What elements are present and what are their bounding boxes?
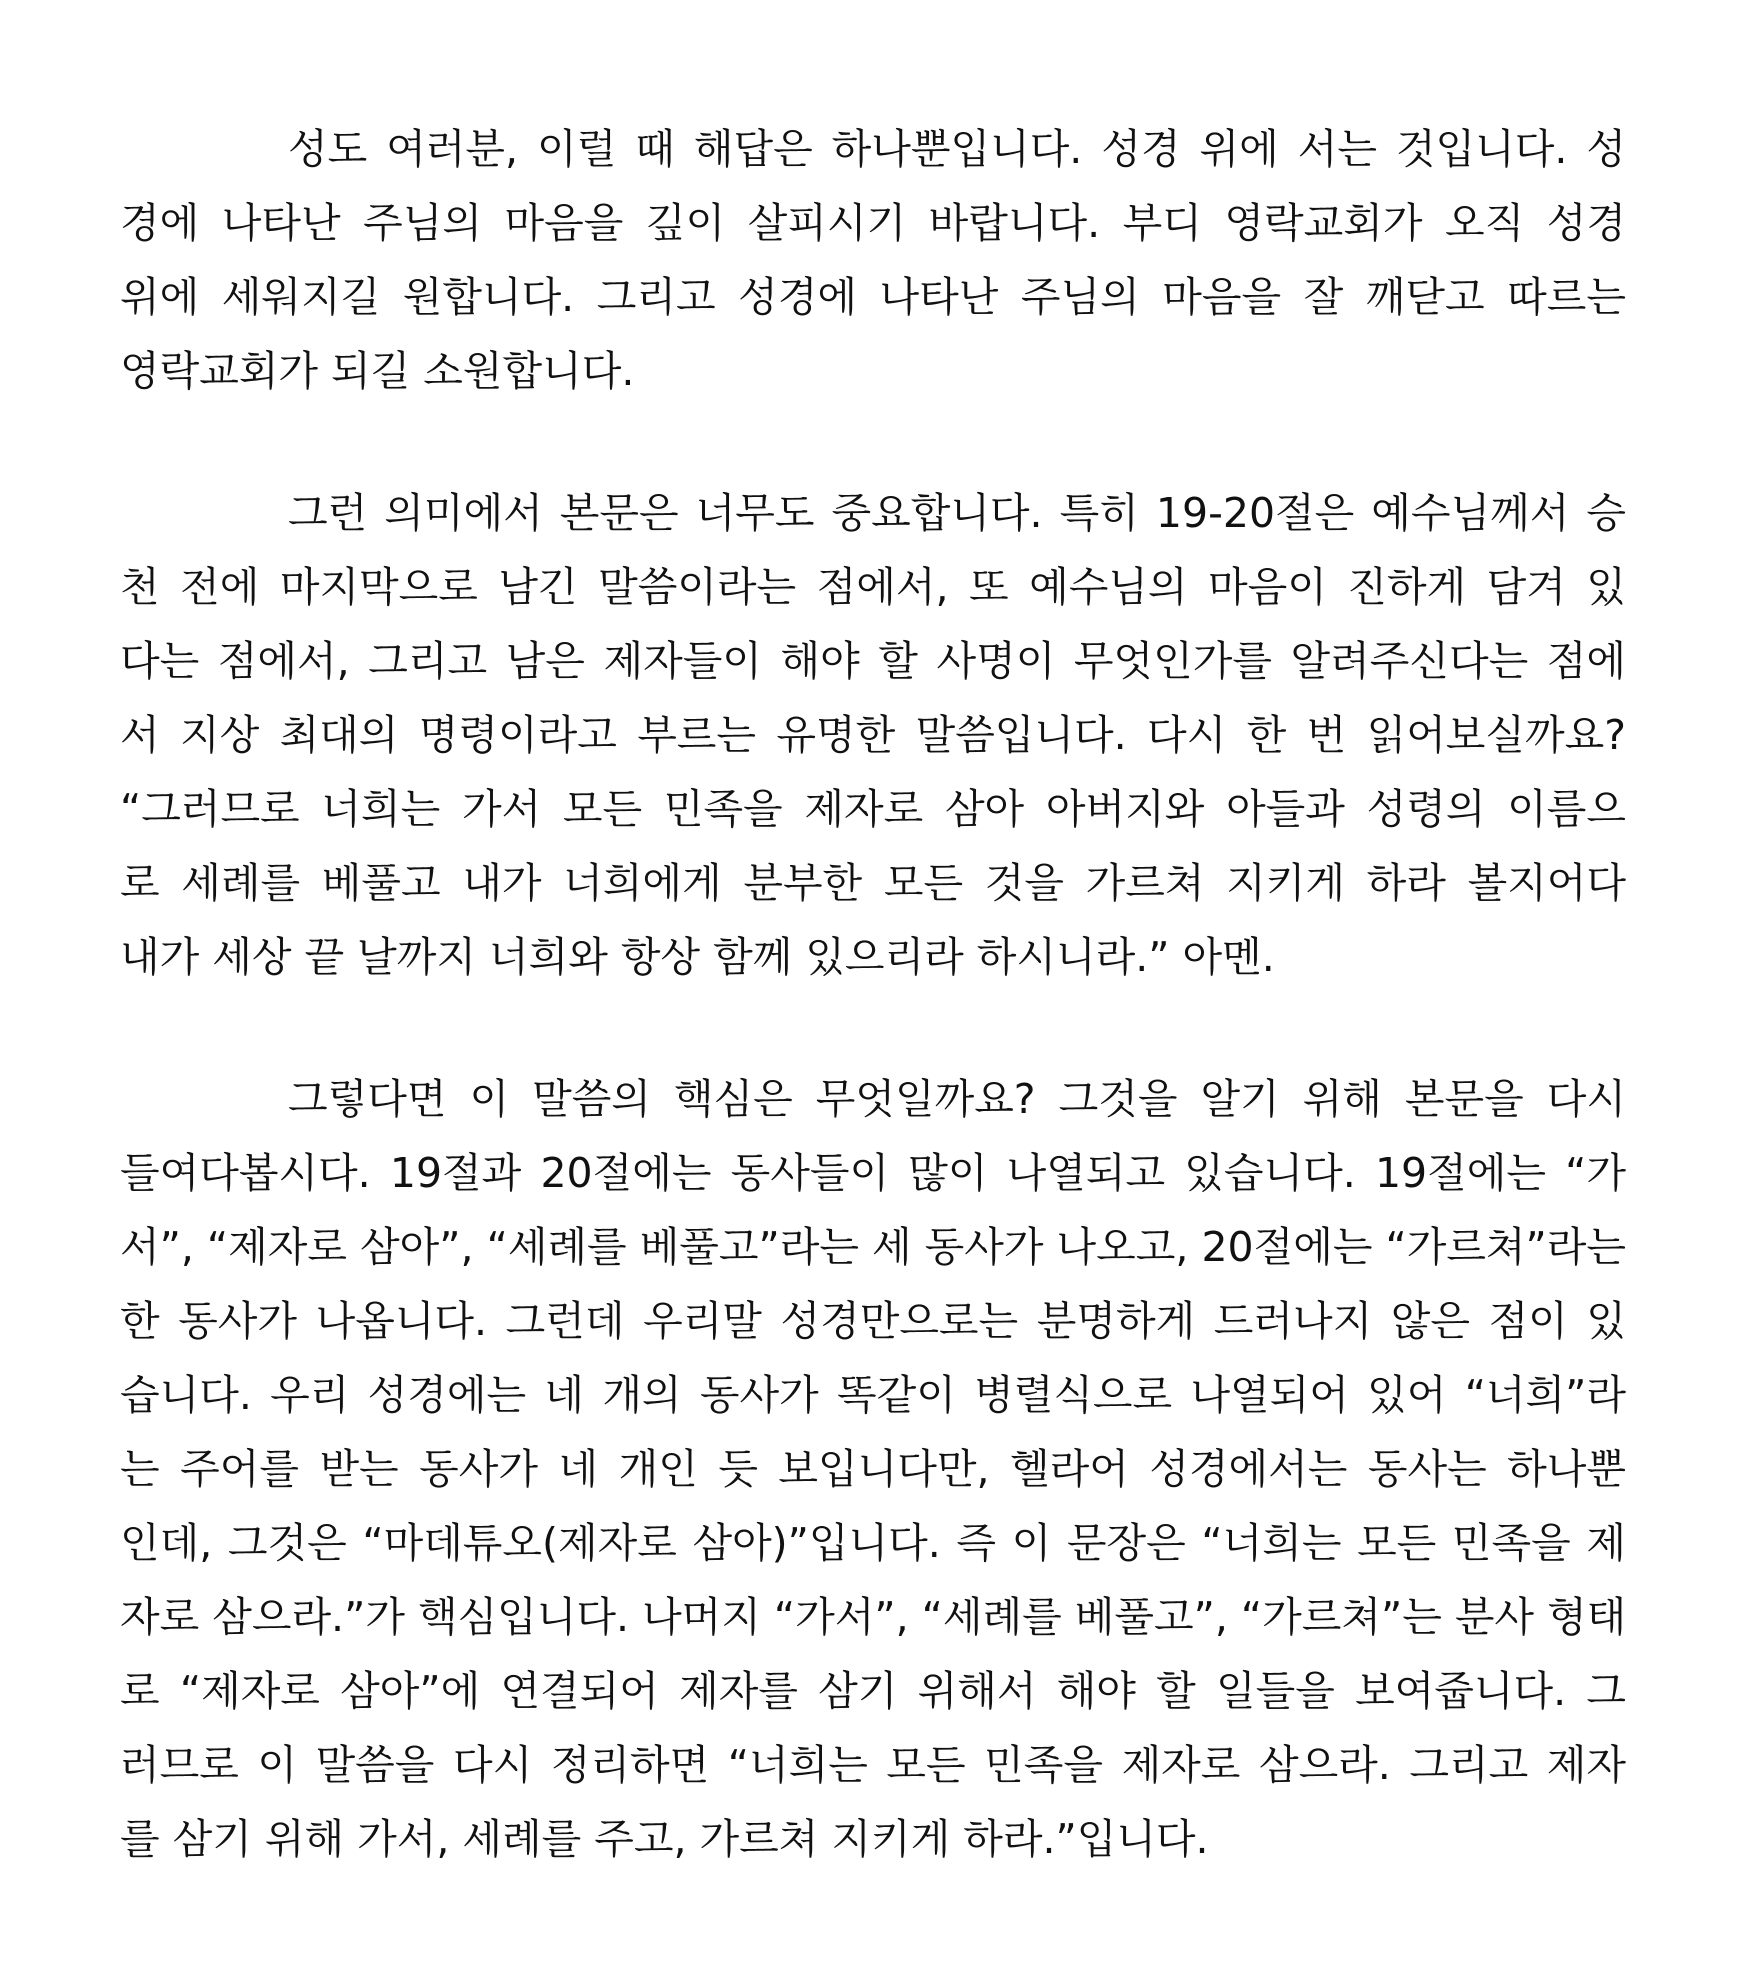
text-line: 를 삼기 위해 가서, 세례를 주고, 가르쳐 지키게 하라.”입니다.	[120, 1815, 1209, 1863]
paragraph-1	[120, 112, 1626, 408]
text-line: 성도 여러분, 이럴 때 해답은 하나뿐입니다. 성경 위에 서는 것입니다. 성	[288, 125, 1626, 173]
text-line: 경에 나타난 주님의 마음을 깊이 살피시기 바랍니다. 부디 영락교회가 오직 성경	[120, 199, 1626, 247]
text-line: 위에 세워지길 원합니다. 그리고 성경에 나타난 주님의 마음을 잘 깨닫고 따르는	[120, 273, 1626, 321]
text-line: “그러므로 너희는 가서 모든 민족을 제자로 삼아 아버지와 아들과 성령의 이름으	[120, 785, 1626, 833]
text-line: 서 지상 최대의 명령이라고 부르는 유명한 말씀입니다. 다시 한 번 읽어보실까요?	[120, 711, 1626, 759]
text-line: 한 동사가 나옵니다. 그런데 우리말 성경만으로는 분명하게 드러나지 않은 점이 있	[120, 1297, 1626, 1345]
document-page	[120, 112, 1626, 1944]
text-line: 습니다. 우리 성경에는 네 개의 동사가 똑같이 병렬식으로 나열되어 있어 “너희”라	[120, 1371, 1626, 1419]
text-line: 로 세례를 베풀고 내가 너희에게 분부한 모든 것을 가르쳐 지키게 하라 볼지어다	[120, 859, 1626, 907]
text-line: 다는 점에서, 그리고 남은 제자들이 해야 할 사명이 무엇인가를 알려주신다는 점에	[120, 637, 1626, 685]
text-line: 그런 의미에서 본문은 너무도 중요합니다. 특히 19-20절은 예수님께서 승	[288, 489, 1626, 537]
text-line: 러므로 이 말씀을 다시 정리하면 “너희는 모든 민족을 제자로 삼으라. 그리고 제자	[120, 1741, 1626, 1789]
text-line: 자로 삼으라.”가 핵심입니다. 나머지 “가서”, “세례를 베풀고”, “가르쳐”는 분사 형태	[120, 1593, 1626, 1641]
paragraph-2	[120, 476, 1626, 994]
text-line: 인데, 그것은 “마데튜오(제자로 삼아)”입니다. 즉 이 문장은 “너희는 모든 민족을 제	[120, 1519, 1626, 1567]
text-line: 그렇다면 이 말씀의 핵심은 무엇일까요? 그것을 알기 위해 본문을 다시	[288, 1075, 1626, 1123]
text-line: 영락교회가 되길 소원합니다.	[120, 347, 635, 395]
text-line: 서”, “제자로 삼아”, “세례를 베풀고”라는 세 동사가 나오고, 20절에는 “가르쳐”라는	[120, 1223, 1626, 1271]
text-line: 는 주어를 받는 동사가 네 개인 듯 보입니다만, 헬라어 성경에서는 동사는 하나뿐	[120, 1445, 1626, 1493]
text-line: 들여다봅시다. 19절과 20절에는 동사들이 많이 나열되고 있습니다. 19절에는 “가	[120, 1149, 1626, 1197]
paragraph-3	[120, 1062, 1626, 1876]
text-line: 천 전에 마지막으로 남긴 말씀이라는 점에서, 또 예수님의 마음이 진하게 담겨 있	[120, 563, 1626, 611]
text-line: 로 “제자로 삼아”에 연결되어 제자를 삼기 위해서 해야 할 일들을 보여줍니다. 그	[120, 1667, 1626, 1715]
text-line: 내가 세상 끝 날까지 너희와 항상 함께 있으리라 하시니라.” 아멘.	[120, 933, 1275, 981]
